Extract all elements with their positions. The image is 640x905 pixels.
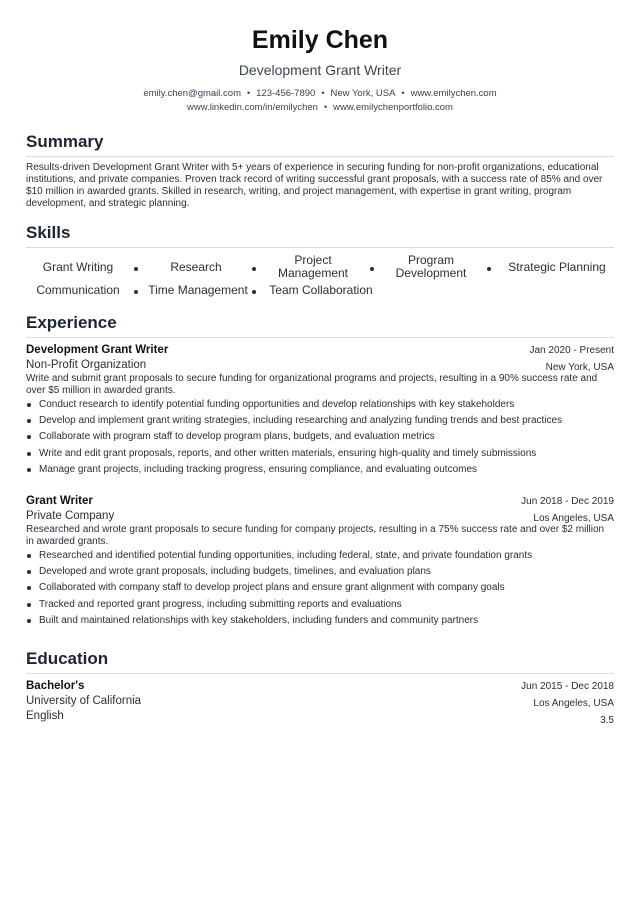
summary-heading: Summary — [26, 132, 104, 151]
school-location: Los Angeles, USA — [533, 698, 614, 709]
experience-heading: Experience — [26, 313, 117, 332]
contact-line-1 — [0, 88, 640, 99]
job-location: Los Angeles, USA — [533, 513, 614, 524]
skill-item: Program Development — [395, 253, 467, 280]
list-item: Built and maintained relationships with key stakeholders, including funders and community partners — [26, 613, 614, 629]
job-bullets — [26, 548, 614, 629]
list-item: Researched and identified potential funding opportunities, including federal, state, and private foundation grants — [26, 548, 614, 564]
job-title: Grant Writer — [26, 495, 93, 507]
candidate-name: Emily Chen — [251, 26, 389, 54]
list-item: Tracked and reported grant progress, including submitting reports and evaluations — [26, 597, 614, 613]
divider — [26, 337, 614, 338]
list-item: Developed and wrote grant proposals, including budgets, timelines, and evaluation plans — [26, 564, 614, 580]
job-title: Development Grant Writer — [26, 344, 169, 356]
education-entry — [26, 680, 614, 726]
website-link[interactable]: www.emilychen.com — [410, 88, 497, 99]
skill-item: Team Collaboration — [269, 283, 373, 297]
education-dates: Jun 2015 - Dec 2018 — [521, 681, 614, 692]
job-description: Researched and wrote grant proposals to secure funding for company projects, resulting in a 75% success rate and over $2 million in awarded grants. — [26, 524, 605, 547]
list-item: Manage grant projects, including tracking progress, ensuring compliance, and evaluating outcomes — [26, 462, 614, 478]
contact-line-2 — [0, 102, 640, 113]
job-location: New York, USA — [545, 362, 614, 373]
skill-item: Strategic Planning — [508, 260, 606, 274]
skills-row-1 — [26, 253, 614, 283]
list-item: Collaborated with company staff to develop project plans and ensure grant alignment with company goals — [26, 580, 614, 596]
divider — [26, 673, 614, 674]
list-item: Write and edit grant proposals, reports, and other written materials, ensuring high-quality and timely submissions — [26, 446, 614, 462]
bullet-dot — [134, 290, 138, 294]
skill-item: Communication — [36, 283, 120, 297]
skill-item: Time Management — [148, 283, 248, 297]
portfolio-link[interactable]: www.emilychenportfolio.com — [333, 102, 453, 113]
separator-dot: • — [321, 88, 325, 98]
linkedin-link[interactable]: www.linkedin.com/in/emilychen — [187, 102, 318, 113]
list-item: Collaborate with program staff to develop program plans, budgets, and evaluation metrics — [26, 429, 614, 445]
job-entry-1 — [26, 344, 614, 478]
company-name: Non-Profit Organization — [26, 359, 147, 371]
email-link[interactable]: emily.chen@gmail.com — [143, 88, 241, 99]
skill-item: Grant Writing — [42, 260, 114, 274]
bullet-dot — [487, 267, 491, 271]
job-dates: Jan 2020 - Present — [529, 345, 614, 356]
candidate-title: Development Grant Writer — [238, 62, 402, 78]
school-name: University of California — [26, 695, 142, 707]
skill-item: Research — [170, 260, 222, 274]
field-of-study: English — [26, 710, 64, 722]
bullet-dot — [252, 290, 256, 294]
gpa: 3.5 — [600, 715, 614, 726]
location: New York, USA — [330, 88, 396, 99]
summary-text: Results-driven Development Grant Writer with 5+ years of experience in securing funding for non-profit organizations, educational institutions, and private companies. Proven track record of writing successful grant proposals, with a success rate of 85% and over $10 million in awarded grants. Skilled in research, writing, and project management, with expertise in grant writing, program development, and strategic planning. — [26, 162, 603, 209]
skills-row-2 — [26, 280, 614, 310]
company-name: Private Company — [26, 510, 115, 522]
bullet-dot — [134, 267, 138, 271]
bullet-dot — [370, 267, 374, 271]
skills-heading: Skills — [26, 223, 71, 242]
separator-dot: • — [401, 88, 405, 98]
degree: Bachelor's — [26, 680, 85, 692]
education-heading: Education — [26, 649, 109, 668]
job-dates: Jun 2018 - Dec 2019 — [521, 496, 614, 507]
list-item: Conduct research to identify potential funding opportunities and develop relationships with key stakeholders — [26, 397, 614, 413]
list-item: Develop and implement grant writing strategies, including researching and analyzing funding trends and best practices — [26, 413, 614, 429]
education-section — [26, 649, 614, 739]
job-bullets — [26, 397, 614, 478]
job-entry-2 — [26, 495, 614, 629]
summary-section — [26, 132, 614, 210]
divider — [26, 156, 614, 157]
skills-section — [26, 223, 614, 297]
bullet-dot — [252, 267, 256, 271]
separator-dot: • — [246, 88, 251, 98]
divider — [26, 247, 614, 248]
job-description: Write and submit grant proposals to secure funding for organizational programs and projects, resulting in a 90% success rate and over $5 million in awarded grants. — [26, 373, 598, 396]
experience-section — [26, 313, 614, 643]
phone-number: 123-456-7890 — [256, 88, 316, 99]
skill-item: Project Management — [277, 253, 349, 280]
separator-dot: • — [323, 102, 328, 112]
